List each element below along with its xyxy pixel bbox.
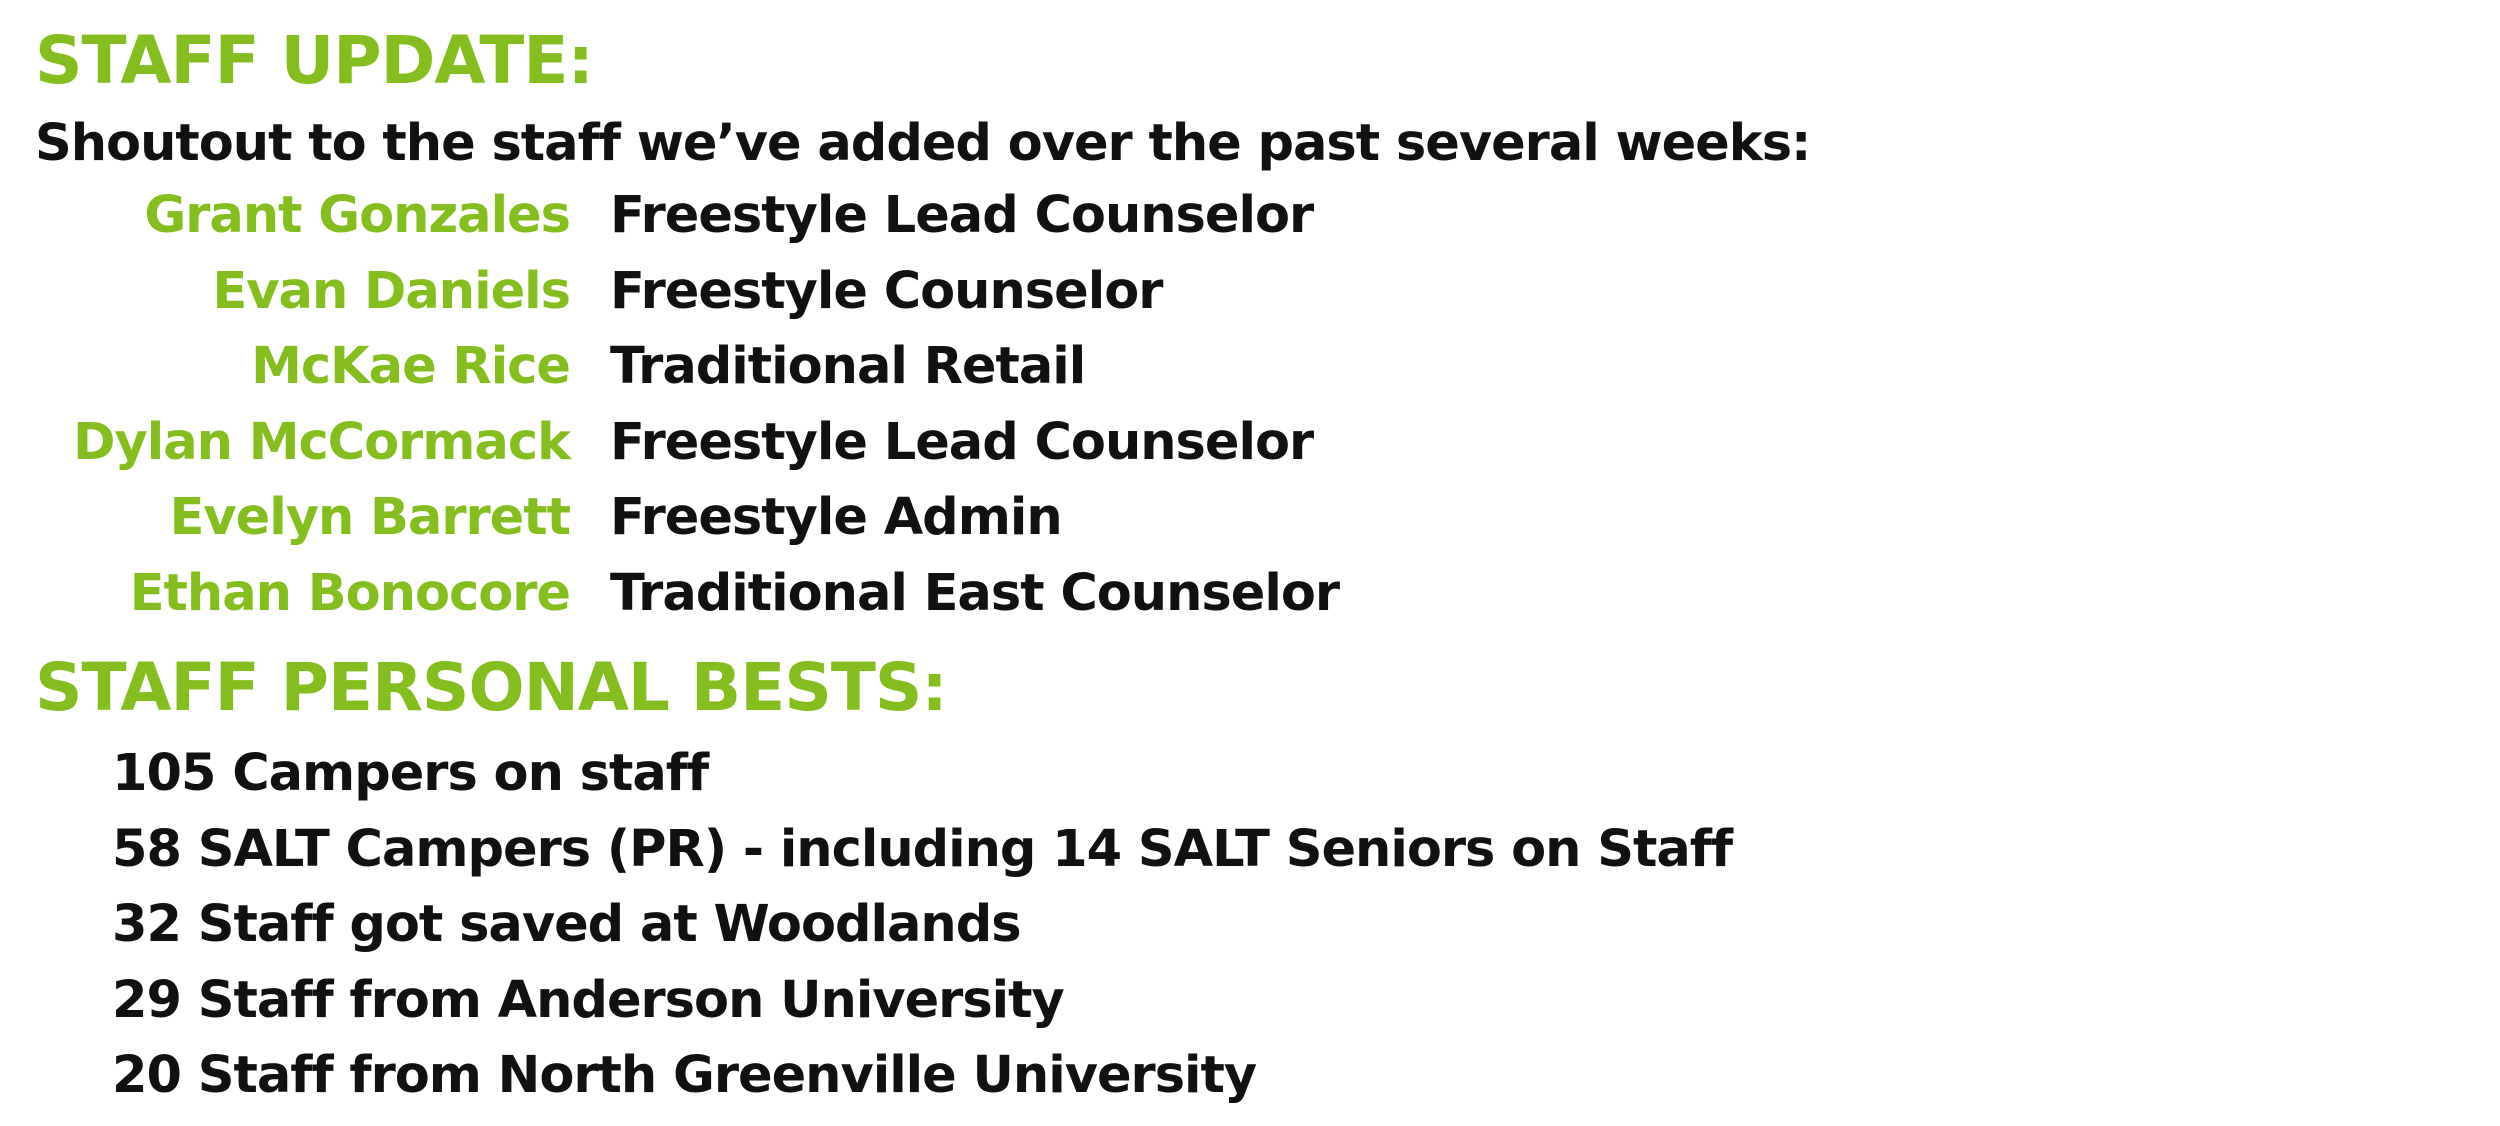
staff-row [0, 337, 1400, 417]
staff-role: Freestyle Admin [610, 488, 1062, 547]
staff-role: Traditional East Counselor [610, 563, 1340, 623]
new-staff-list [0, 186, 1400, 643]
staff-name: Evan Daniels [212, 261, 570, 321]
staff-name: Grant Gonzales [144, 186, 570, 245]
staff-row [0, 412, 1400, 493]
staff-name: Ethan Bonocore [129, 563, 570, 623]
staff-row [0, 563, 1400, 644]
list-item: 32 Staff got saved at Woodlands [112, 895, 1021, 954]
list-item: 20 Staff from North Greenville University [112, 1046, 1257, 1105]
staff-role: Traditional Retail [610, 337, 1086, 396]
staff-name: Evelyn Barrett [169, 488, 570, 547]
personal-bests-list [112, 744, 1733, 1126]
staff-row [0, 488, 1400, 568]
list-item: 105 Campers on staff [112, 744, 709, 803]
personal-bests-heading: STAFF PERSONAL BESTS: [35, 649, 947, 726]
staff-update-heading: STAFF UPDATE: [35, 22, 593, 99]
staff-update-intro: Shoutout to the staff we’ve added over the past several weeks: [35, 114, 1811, 173]
list-item: 29 Staff from Anderson University [112, 970, 1064, 1030]
staff-role: Freestyle Lead Counselor [610, 186, 1314, 245]
list-item: 58 SALT Campers (PR) - including 14 SALT Seniors on Staff [112, 819, 1733, 879]
staff-name: Dylan McCormack [73, 412, 570, 472]
staff-row [0, 261, 1400, 342]
staff-row [0, 186, 1400, 266]
staff-role: Freestyle Counselor [610, 261, 1163, 321]
staff-role: Freestyle Lead Counselor [610, 412, 1314, 472]
staff-name: McKae Rice [251, 337, 570, 396]
